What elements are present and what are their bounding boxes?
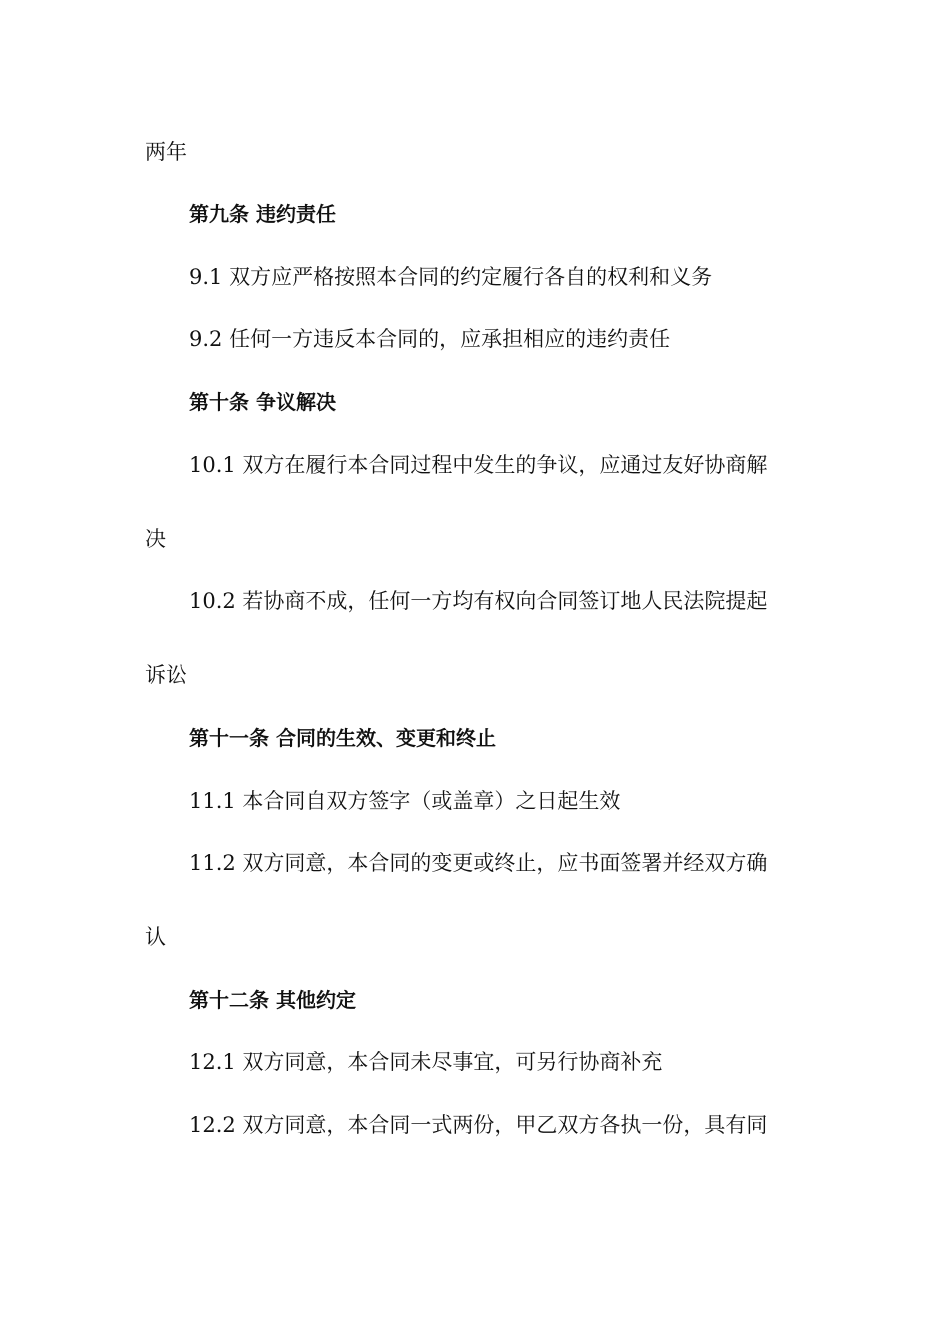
clause-12-1: 12.1 双方同意，本合同未尽事宜，可另行协商补充 [189,1050,663,1074]
clause-10-1: 10.1 双方在履行本合同过程中发生的争议，应通过友好协商解 [189,453,768,477]
clause-9-2: 9.2 任何一方违反本合同的，应承担相应的违约责任 [189,327,671,351]
article-10-heading: 第十条 争议解决 [189,390,336,414]
clause-11-2: 11.2 双方同意，本合同的变更或终止，应书面签署并经双方确 [189,851,768,875]
clause-10-1-continuation: 决 [145,527,166,551]
clause-11-1: 11.1 本合同自双方签字（或盖章）之日起生效 [189,789,621,813]
clause-12-2: 12.2 双方同意，本合同一式两份，甲乙双方各执一份，具有同 [189,1113,768,1137]
clause-9-1: 9.1 双方应严格按照本合同的约定履行各自的权利和义务 [189,265,713,289]
article-12-heading: 第十二条 其他约定 [189,988,356,1012]
clause-11-2-continuation: 认 [145,925,166,949]
clause-10-2-continuation: 诉讼 [145,663,187,687]
text-line-continuation: 两年 [145,140,187,164]
article-9-heading: 第九条 违约责任 [189,202,336,226]
article-11-heading: 第十一条 合同的生效、变更和终止 [189,726,496,750]
clause-10-2: 10.2 若协商不成，任何一方均有权向合同签订地人民法院提起 [189,589,768,613]
